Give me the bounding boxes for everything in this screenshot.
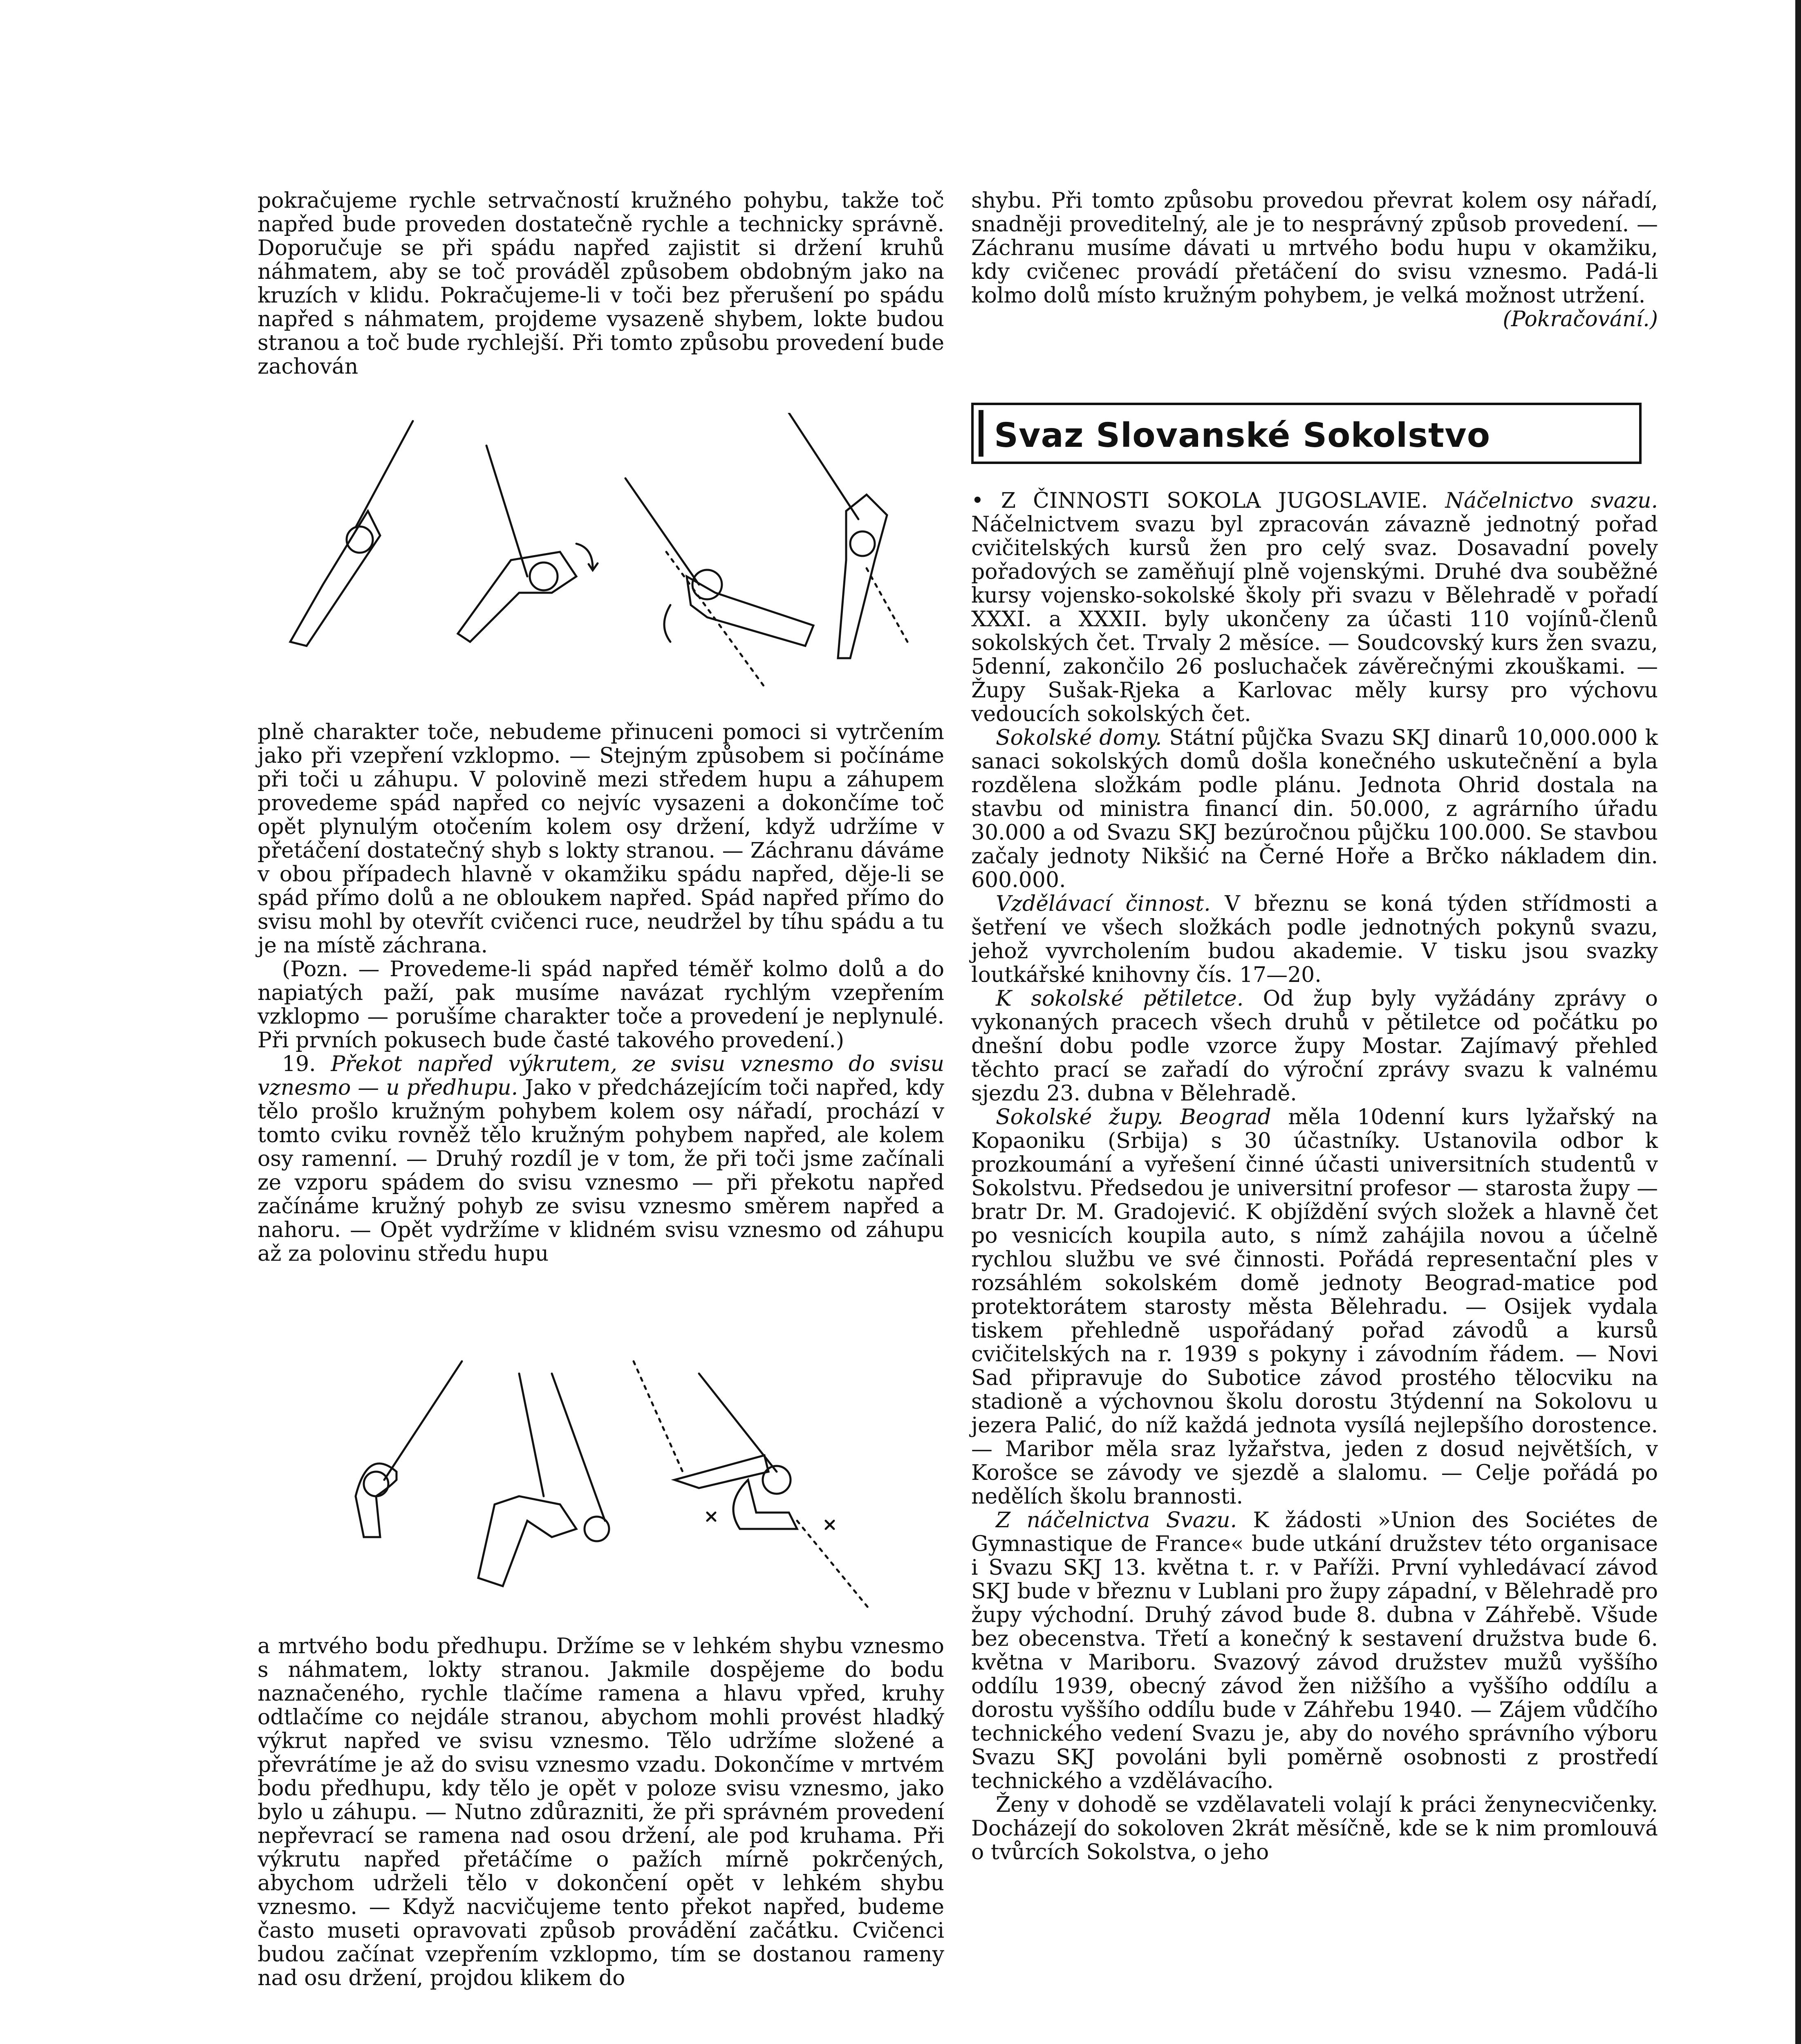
section-banner (971, 403, 1642, 464)
section-title: Svaz Slovanské Sokolstvo (994, 416, 1491, 455)
news-paragraph-3: Vzdělávací činnost. V březnu se koná týden střídmosti a šetření ve všech složkách podle jednotných pokynů svazu, jehož vyvrcholením budou akademie. V tisku jsou svazky loutkářské knihovny čís. 17—20. (971, 892, 1658, 987)
exercise-number: 19. (282, 1052, 316, 1076)
figure-forward-overturn-sequence (266, 1349, 952, 1627)
news-paragraph-6: Z náčelnictva Svazu. K žádosti »Union des Sociétes de Gymnastique de France« bude utkání družstev této organisace i Svazu SKJ 13. května t. r. v Paříži. První vyhledávací závod SKJ bude v březnu v Lublani pro župy západní, v Bělehradě pro župy východní. Druhý závod bude 8. dubna v Záhřebě. Všude bez obecenstva. Třetí a konečný k sestavení družstva bude 6. května v Mariboru. Svazový závod družstev mužů vyššího oddílu 1939, obecný závod žen nižšího a vyššího oddílu a dorostu vyššího oddílu bude v Záhřebu 1940. — Zájem vůdčího technického vedení Svazu je, aby do nového správního výboru Svazu SKJ povoláni byli poměrně osobnosti z prostředí technického a vzdělávacího. (971, 1508, 1658, 1793)
exercise-body: Jako v předcházejícím toči napřed, kdy tělo prošlo kružným pohybem kolem osy nářadí, prochází v tomto cviku rovněž tělo kružným pohybem napřed, ale kolem osy ramenní. — Druhý rozdíl je v tom, že při toči jsme začínali ze vzporu spádem do svisu vznesmo — při překotu napřed začínáme kružný pohyb ze svisu vznesmo směrem napřed a nahoru. — Opět vydržíme v klidném svisu vznesmo od záhupu až za polovinu středu hupu (258, 1076, 944, 1266)
news-paragraph-7: Ženy v dohodě se vzdělavateli volají k práci ženynecvičenky. Docházejí do sokoloven 2krát měsíčně, kde se k nim promlouvá o tvůrcích Sokolstva, o jeho (971, 1793, 1658, 1865)
right-column-news (971, 489, 1658, 1864)
left-column-text-b (258, 720, 944, 1266)
news-paragraph-2: Sokolské domy. Státní půjčka Svazu SKJ dinarů 10,000.000 k sanaci sokolských domů došla konečného uskutečnění a byla rozdělena složkám podle plánu. Jednota Ohrid dostala na stavbu od ministra financí din. 50.000, z agrárního úřadu 30.000 a od Svazu SKJ bezúročnou půjčku 100.000. Se stavbou začaly jednoty Nikšić na Černé Hoře a Brčko nákladem din. 600.000. (971, 726, 1658, 892)
left-paragraph-b1: plně charakter toče, nebudeme přinuceni pomoci si vytrčením jako při vzepření vzklopmo. — Stejným způsobem si počínáme při toči u záhupu. V polovině mezi středem hupu a záhupem provedeme spád napřed co nejvíc vysazeni a dokončíme toč opět plynulým otočením kolem osy držení, když udržíme v přetáčení dostatečný shyb s lokty stranou. — Záchranu dáváme v obou případech hlavně v okamžiku spádu napřed, děje-li se spád přímo dolů a ne obloukem napřed. Spád napřed přímo do svisu mohl by otevřít cvičenci ruce, neudržel by tíhu spádu a tu je na místě záchrana. (258, 720, 944, 958)
left-paragraph-b3 (258, 1052, 944, 1266)
news-paragraph-1: • Z ČINNOSTI SOKOLA JUGOSLAVIE. Náčelnictvo svazu. Náčelnictvem svazu byl zpracován závazně jednotný pořad cvičitelských kursů žen pro celý svaz. Dosavadní povely pořadových se zaměňují plně vojenskými. Druhé dva souběžné kursy vojensko-sokolské školy při svazu v Bělehradě v pořadí XXXI. a XXXII. byly ukončeny za účasti 110 vojínů-členů sokolských čet. Trvaly 2 měsíce. — Soudcovský kurs žen svazu, 5denní, zakončilo 26 posluchaček závěrečnými zkouškami. — Župy Sušak-Rjeka a Karlovac měly kursy pro výchovu vedoucích sokolských čet. (971, 489, 1658, 726)
exercise-title: Překot napřed výkrutem, ze svisu vznesmo do svisu vznesmo — u předhupu. (258, 1052, 944, 1100)
left-paragraph-b2: (Pozn. — Provedeme-li spád napřed téměř kolmo dolů a do napiatých paží, pak musíme navázat rychlým vzepřením vzklopmo — porušíme charakter toče a provedení je neplynulé. Při prvních pokusech bude časté takového provedení.) (258, 957, 944, 1053)
news-paragraph-4: K sokolské pětiletce. Od žup byly vyžádány zprávy o vykonaných pracech všech druhů v pětiletce od počátku po dnešní dobu podle vzorce župy Mostar. Zajímavý přehled těchto prací se zařadí do výroční zprávy svazu k valnému sjezdu 23. dubna v Bělehradě. (971, 986, 1658, 1106)
right-paragraph-top: shybu. Při tomto způsobu provedou převrat kolem osy nářadí, snadněji proveditelný, ale je to nesprávný způsob provedení. — Záchranu musíme dávati u mrtvého bodu hupu v okamžiku, kdy cvičenec provádí přetáčení do svisu vznesmo. Padá-li kolmo dolů místo kružným pohybem, je velká možnost utržení. (971, 188, 1658, 308)
banner-bar (979, 410, 983, 457)
left-paragraph-c: a mrtvého bodu předhupu. Držíme se v lehkém shybu vznesmo s náhmatem, lokty stranou. Jakmile dospějeme do bodu naznačeného, rychle tlačíme ramena a hlavu vpřed, kruhy odtlačíme co nejdále stranou, abychom mohli provést hladký výkrut napřed ve svisu vznesmo. Tělo udržíme složené a převrátíme je až do svisu vznesmo vzadu. Dokončíme v mrtvém bodu předhupu, kdy tělo je opět v poloze svisu vznesmo, jako bylo u záhupu. — Nutno zdůrazniti, že při správném provedení nepřevrací se ramena nad osou držení, ale pod kruhama. Při výkrutu napřed přetáčíme o pažích mírně pokrčených, abychom udrželi tělo v dokončení opět v lehkém shybu vznesmo. — Když nacvičujeme tento překot napřed, budeme často museti opravovati způsob provádění začátku. Cvičenci budou začínat vzepřením vzklopmo, tím se dostanou rameny nad osu držení, projdou klikem do (258, 1634, 944, 1990)
left-column-text-a (258, 189, 944, 379)
to-be-continued: (Pokračování.) (1503, 307, 1658, 332)
left-column-text-c (258, 1634, 944, 1990)
left-paragraph-a: pokračujeme rychle setrvačností kružného pohybu, takže toč napřed bude proveden dostatečně rychle a technicky správně. Doporučuje se při spádu napřed zajistit si držení kruhů náhmatem, aby se toč prováděl způsobem obdobným jako na kruzích v klidu. Pokračujeme-li v toči bez přerušení po spádu napřed s náhmatem, projdeme vysazeně shybem, lokte budou stranou a toč bude rychlejší. Při tomto způsobu provedení bude zachován (258, 188, 944, 379)
figure-forward-swing-sequence (266, 413, 952, 715)
news-paragraph-5: Sokolské župy. Beograd měla 10denní kurs lyžařský na Kopaoniku (Srbija) s 30 účastníky. Ustanovila odbor k prozkoumání a vyřešení činné účasti universitních studentů v Sokolstvu. Předsedou je universitní profesor — starosta župy — bratr Dr. M. Gradojević. K objíždění svých složek a hlavně čet po vesnicích koupila auto, s nímž zahájila novou a účelně rychlou službu ve své činnosti. Pořádá representační ples v rozsáhlém sokolském domě jednoty Beograd-matice pod protektorátem starosty města Bělehradu. — Osijek vydala tiskem přehledně uspořádaný pořad závodů a kursů cvičitelských na r. 1939 s pokyny i závodním řádem. — Novi Sad připravuje do Subotice závod prostého tělocviku na stadioně a výchovnou školu dorostu 3týdenní na Sokolovu u jezera Palić, do níž každá jednota vysílá nejlepšího dorostence. — Maribor měla sraz lyžařstva, jeden z dosud největších, v Korošce se závody ve sjezdě a slalomu. — Celje pořádá po nedělích školu brannosti. (971, 1105, 1658, 1509)
right-column-top (971, 189, 1658, 331)
page-edge (1795, 0, 1801, 2044)
